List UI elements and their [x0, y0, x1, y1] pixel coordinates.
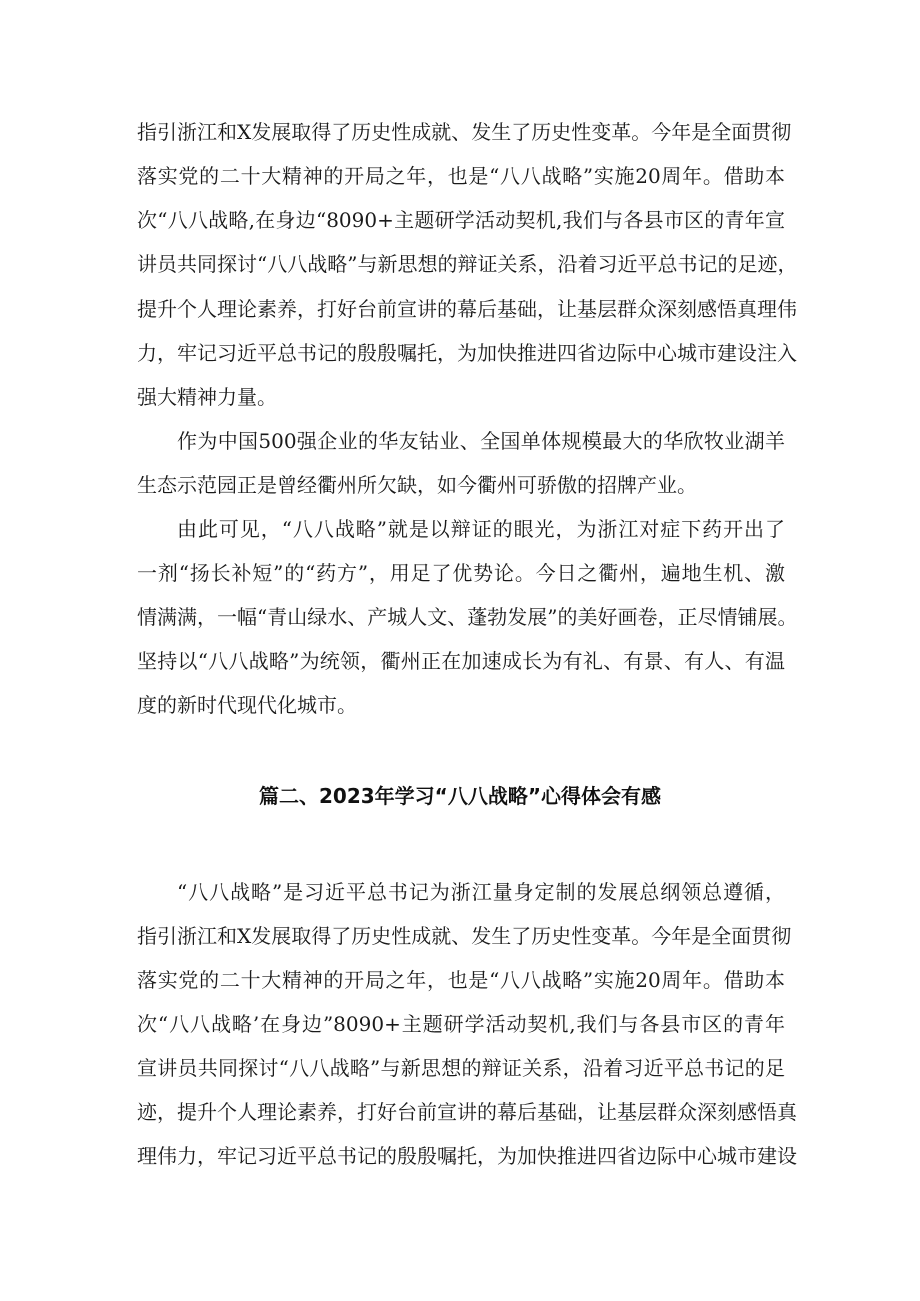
paragraph-line — [0, 643, 920, 679]
line-text: 次“八八战略,在身边“8090+主题研学活动契机,我们与各县市区的青年宣 — [137, 208, 785, 232]
section-heading: 篇二、2023年学习“八八战略”心得体会有感 — [259, 784, 661, 808]
line-text: 次“八八战略’在身边”8090+主题研学活动契机,我们与各县市区的青年 — [137, 1012, 785, 1036]
line-text: 落实党的二十大精神的开局之年，也是“八八战略”实施20周年。借助本 — [137, 164, 785, 188]
line-text: 指引浙江和X发展取得了历史性成就、发生了历史性变革。今年是全面贯彻 — [137, 120, 792, 144]
paragraph-line — [0, 555, 920, 591]
line-text: 落实党的二十大精神的开局之年，也是“八八战略”实施20周年。借助本 — [137, 968, 785, 992]
line-text: 力，牢记习近平总书记的殷殷嘱托，为加快推进四省边际中心城市建设注入 — [137, 341, 797, 365]
line-text: 生态示范园正是曾经衢州所欠缺，如今衢州可骄傲的招牌产业。 — [137, 473, 697, 497]
paragraph-line — [0, 1050, 920, 1086]
line-text: 坚持以“八八战略”为统领，衢州正在加速成长为有礼、有景、有人、有温 — [137, 649, 785, 673]
paragraph-line — [0, 1006, 920, 1042]
paragraph-line — [0, 379, 920, 415]
line-text: 一剂“扬长补短”的“药方”，用足了优势论。今日之衢州，遍地生机、激 — [137, 561, 785, 585]
line-text: 作为中国500强企业的华友钴业、全国单体规模最大的华欣牧业湖羊 — [177, 429, 785, 453]
paragraph-line — [0, 687, 920, 723]
paragraph-line — [0, 962, 920, 998]
paragraph-line — [0, 335, 920, 371]
paragraph-line — [0, 1138, 920, 1174]
paragraph-line — [0, 423, 920, 459]
paragraph-line — [0, 246, 920, 282]
paragraph-line — [0, 511, 920, 547]
line-text: 讲员共同探讨“八八战略”与新思想的辩证关系，沿着习近平总书记的足迹， — [137, 252, 798, 276]
paragraph-line — [0, 202, 920, 238]
line-text: 理伟力，牢记习近平总书记的殷殷嘱托，为加快推进四省边际中心城市建设 — [137, 1144, 797, 1168]
line-text: 情满满，一幅“青山绿水、产城人文、蓬勃发展”的美好画卷，正尽情铺展。 — [137, 605, 798, 629]
line-text: 提升个人理论素养，打好台前宣讲的幕后基础，让基层群众深刻感悟真理伟 — [137, 297, 797, 321]
paragraph-line — [0, 1094, 920, 1130]
paragraph-line — [0, 114, 920, 150]
paragraph-line — [0, 918, 920, 954]
line-text: 迹，提升个人理论素养，打好台前宣讲的幕后基础，让基层群众深刻感悟真 — [137, 1100, 797, 1124]
paragraph-line — [0, 599, 920, 635]
line-text: 度的新时代现代化城市。 — [137, 693, 357, 717]
line-text: 由此可见，“八八战略”就是以辩证的眼光，为浙江对症下药开出了 — [177, 517, 785, 541]
line-text: 强大精神力量。 — [137, 385, 277, 409]
line-text: 指引浙江和X发展取得了历史性成就、发生了历史性变革。今年是全面贯彻 — [137, 924, 792, 948]
paragraph-line — [0, 291, 920, 327]
line-text: “八八战略”是习近平总书记为浙江量身定制的发展总纲领总遵循， — [177, 880, 785, 904]
line-text: 宣讲员共同探讨“八八战略”与新思想的辩证关系，沿着习近平总书记的足 — [137, 1056, 785, 1080]
paragraph-line — [0, 467, 920, 503]
paragraph-line — [0, 874, 920, 910]
paragraph-line — [0, 158, 920, 194]
